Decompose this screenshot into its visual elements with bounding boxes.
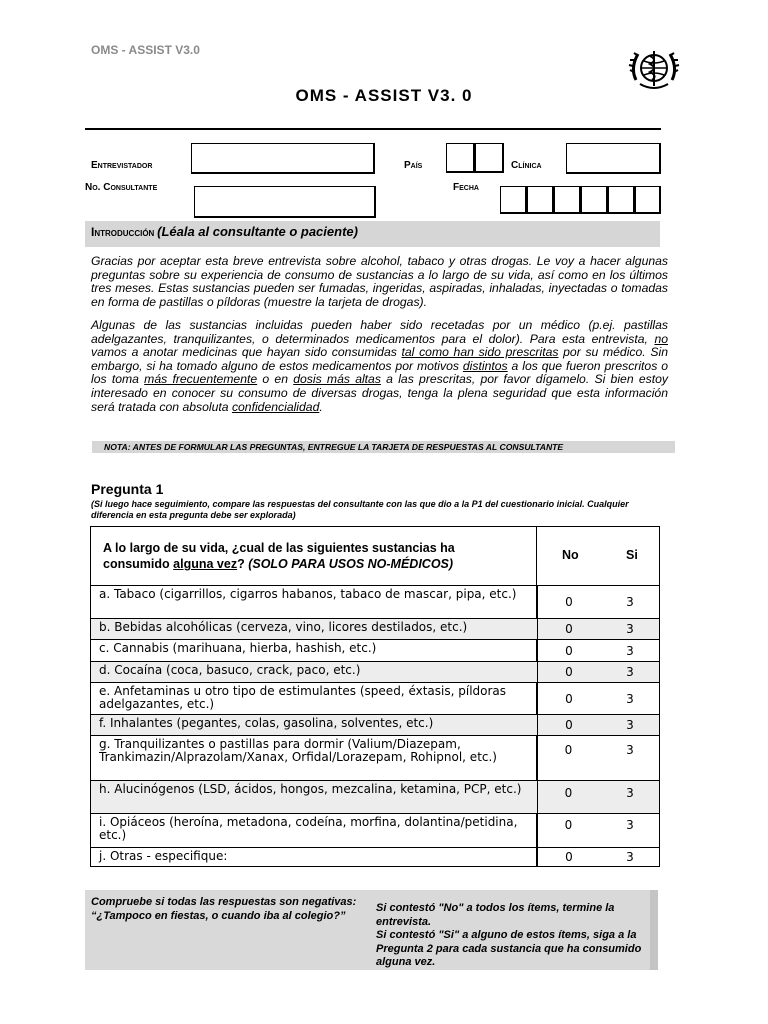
substance-label: i. Opiáceos (heroína, metadona, codeína, morfina, dolantina/petidina, etc.) [99,815,518,842]
question-1-title: Pregunta 1 [91,481,164,497]
table-row [91,618,659,639]
answer-si[interactable]: 3 [626,622,634,636]
clinic-field[interactable] [566,143,661,174]
answer-no[interactable]: 0 [537,814,599,847]
intro-instruction: (Léala al consultante o paciente) [157,224,358,239]
substance-label: a. Tabaco (cigarrillos, cigarros habanos, tabaco de mascar, pipa, etc.) [99,587,517,601]
consultant-no-field[interactable] [194,186,376,218]
country-label: País [404,160,423,171]
table-row [91,813,659,847]
table-row [91,682,659,714]
note-prefix: NOTA: [104,442,131,452]
answer-si[interactable]: 3 [626,786,634,800]
answer-no[interactable]: 0 [537,640,600,661]
table-row [91,847,659,866]
interviewer-field[interactable] [191,143,375,174]
answer-si[interactable]: 3 [626,743,634,757]
answer-no[interactable]: 0 [537,848,600,866]
answer-si[interactable]: 3 [626,691,634,706]
date-digit-box[interactable] [554,186,581,214]
substance-label: d. Cocaína (coca, basuco, crack, paco, etc.) [99,663,361,677]
answer-no[interactable]: 0 [537,662,600,682]
substance-label: j. Otras - especifique: [99,849,228,863]
table-row [91,780,659,813]
answer-no[interactable]: 0 [537,736,599,780]
substance-label: c. Cannabis (marihuana, hierba, hashish, etc.) [99,641,377,655]
date-digit-box[interactable] [527,186,554,214]
date-digit-box[interactable] [608,186,635,214]
date-digit-box[interactable] [581,186,608,214]
table-row [91,661,659,682]
document-id: OMS - ASSIST V3.0 [91,43,200,57]
table-row [91,585,659,618]
col-si-header: Si [626,548,638,562]
footer-right-line-1: Si contestó "No" a todos los ítems, termine la entrevista. [376,902,615,928]
answer-no[interactable]: 0 [537,715,600,735]
table-row [91,714,659,735]
answer-si[interactable]: 3 [626,665,634,679]
answer-no[interactable]: 0 [537,683,600,714]
footer-left-line-2: “¿Tampoco en fiestas, o cuando iba al colegio?” [91,909,346,922]
footer-next-steps [376,902,646,970]
intro-label: Introducción [91,225,155,239]
date-digit-box[interactable] [635,186,661,214]
substance-label: g. Tranquilizantes o pastillas para dormir (Valium/Diazepam, Trankimazin/Alprazolam/Xanax, Orfidal/Lorazepam, Rohipnol, etc.) [99,737,497,764]
page-title: OMS - ASSIST V3. 0 [295,86,473,105]
clinic-label: Clínica [511,160,542,171]
footer-check-instructions [91,896,361,923]
interviewer-label: Entrevistador [91,160,153,171]
intro-paragraph-2: Algunas de las sustancias incluidas pueden haber sido recetadas por un médico (p.ej. pastillas adelgazantes, tranquilizantes, o determinados medicamentos para el dolor). Para esta entrevista, no vamos a anotar medicinas que hayan sido consumidas tal como han sido prescritas por su médico. Sin embargo, si ha tomado alguno de estos medicamentos por motivos distintos a los que fueron prescritos o los toma más frecuentemente o en dosis más altas a las prescritas, por favor dígamelo. Si bien estoy interesado en conocer su consumo de diversas drogas, tenga la plena seguridad que esta información será tratada con absoluta confidencialidad. [91,318,669,414]
date-field[interactable] [500,186,661,214]
answer-si[interactable]: 3 [626,818,634,832]
answer-no[interactable]: 0 [537,619,600,639]
table-row [91,735,659,780]
substance-label: h. Alucinógenos (LSD, ácidos, hongos, mezcalina, ketamina, PCP, etc.) [99,782,522,796]
country-field-2[interactable] [475,143,504,173]
divider [85,128,661,130]
date-label: Fecha [453,182,479,193]
answer-si[interactable]: 3 [626,850,634,864]
question-1-followup-note: (Si luego hace seguimiento, compare las respuestas del consultante con las que dio a la P1 del cuestionario inicial. Cualquier diferencia en esta pregunta debe ser explorada) [91,499,629,520]
country-field[interactable] [446,143,475,173]
answer-si[interactable]: 3 [626,595,634,609]
answer-si[interactable]: 3 [626,718,634,732]
footer-edge [650,890,658,970]
substance-label: f. Inhalantes (pegantes, colas, gasolina, solventes, etc.) [99,716,434,730]
footer-left-line-1: Compruebe si todas las respuestas son negativas: [91,896,357,908]
table-row [91,639,659,661]
date-digit-box[interactable] [500,186,527,214]
substance-label: b. Bebidas alcohólicas (cerveza, vino, licores destilados, etc.) [99,620,468,634]
answer-no[interactable]: 0 [537,781,599,813]
question-1-text: A lo largo de su vida, ¿cual de las siguientes sustancias ha consumido alguna vez? (SOLO PARA USOS NO-MÉDICOS) [103,541,455,571]
answer-no[interactable]: 0 [537,586,600,618]
intro-paragraph-1: Gracias por aceptar esta breve entrevista sobre alcohol, tabaco y otras drogas. Le voy a hacer algunas preguntas sobre su experiencia de consumo de sustancias a lo largo de su vida, así como en los últimos tres meses. Estas sustancias pueden ser fumadas, ingeridas, aspiradas, inhaladas, inyectadas o tomadas en forma de pastillas o píldoras (muestre la tarjeta de drogas). [91,254,668,309]
consultant-no-label: No. Consultante [85,182,158,193]
table-header [91,527,659,585]
col-no-header: No [562,548,579,562]
note: NOTA: ANTES DE FORMULAR LAS PREGUNTAS, ENTREGUE LA TARJETA DE RESPUESTAS AL CONSULTANTE [104,442,564,452]
footer-right-line-2: Si contestó "Si" a alguno de estos ítems, siga a la Pregunta 2 para cada sustancia que ha consumido alguna vez. [376,929,642,968]
question-1-table [90,526,660,867]
substance-label: e. Anfetaminas u otro tipo de estimulantes (speed, éxtasis, píldoras adelgazantes, etc.) [99,684,507,711]
intro-heading [91,224,358,239]
answer-si[interactable]: 3 [626,643,634,658]
